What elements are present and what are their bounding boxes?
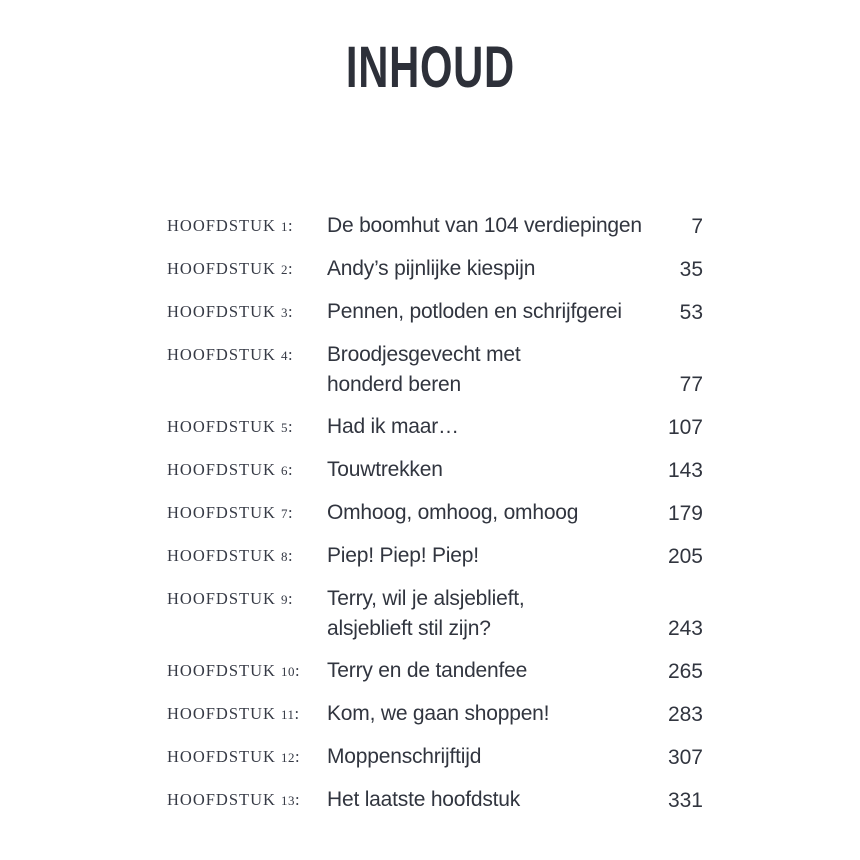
chapter-number: 4 xyxy=(280,348,288,363)
chapter-number: 10 xyxy=(280,664,295,679)
chapter-title-line: Moppenschrijftijd xyxy=(327,745,482,768)
chapter-page-number: 243 xyxy=(667,617,703,640)
chapter-label xyxy=(167,699,327,730)
chapter-number: 7 xyxy=(280,506,288,521)
chapter-title xyxy=(327,211,651,241)
chapter-word: HOOFDSTUK xyxy=(167,747,276,766)
chapter-title xyxy=(327,584,651,644)
chapter-number: 5 xyxy=(280,420,288,435)
chapter-word: HOOFDSTUK xyxy=(167,417,276,436)
chapter-number: 8 xyxy=(280,549,288,564)
toc-list xyxy=(167,211,703,828)
chapter-title-line: Omhoog, omhoog, omhoog xyxy=(327,501,579,524)
toc-entry xyxy=(167,699,703,730)
toc-entry xyxy=(167,498,703,529)
chapter-title-line: Terry en de tandenfee xyxy=(327,659,528,682)
chapter-title-line: Kom, we gaan shoppen! xyxy=(327,702,550,725)
chapter-word: HOOFDSTUK xyxy=(167,259,276,278)
chapter-page-number: 205 xyxy=(667,545,703,568)
chapter-number: 3 xyxy=(280,305,288,320)
chapter-title-line: Andy’s pijnlijke kiespijn xyxy=(327,257,536,280)
chapter-page-number: 143 xyxy=(667,459,703,482)
chapter-title-line: Had ik maar… xyxy=(327,415,459,438)
toc-entry xyxy=(167,340,703,400)
chapter-label-suffix: : xyxy=(294,790,301,809)
chapter-title-line: Broodjesgevecht met xyxy=(327,343,521,366)
chapter-word: HOOFDSTUK xyxy=(167,503,276,522)
chapter-title-line: Terry, wil je alsjeblieft, xyxy=(327,587,525,610)
chapter-word: HOOFDSTUK xyxy=(167,460,276,479)
toc-entry xyxy=(167,254,703,285)
chapter-label-suffix: : xyxy=(287,345,294,364)
chapter-title-line: Touwtrekken xyxy=(327,458,443,481)
chapter-title-line: De boomhut van 104 verdiepingen xyxy=(327,214,642,237)
chapter-page-number: 179 xyxy=(667,502,703,525)
chapter-page-number: 107 xyxy=(667,416,703,439)
chapter-word: HOOFDSTUK xyxy=(167,661,276,680)
chapter-title-line: alsjeblieft stil zijn? xyxy=(327,617,491,640)
chapter-word: HOOFDSTUK xyxy=(167,302,276,321)
toc-entry xyxy=(167,211,703,242)
chapter-label-suffix: : xyxy=(294,747,301,766)
chapter-label xyxy=(167,412,327,443)
toc-entry xyxy=(167,455,703,486)
chapter-word: HOOFDSTUK xyxy=(167,790,276,809)
chapter-title xyxy=(327,297,651,327)
chapter-label xyxy=(167,211,327,242)
chapter-label-suffix: : xyxy=(294,704,301,723)
chapter-label xyxy=(167,656,327,687)
chapter-label xyxy=(167,785,327,816)
chapter-title-line: Piep! Piep! Piep! xyxy=(327,544,479,567)
chapter-title xyxy=(327,455,651,485)
chapter-title xyxy=(327,656,651,686)
chapter-number: 13 xyxy=(280,793,295,808)
chapter-title xyxy=(327,541,651,571)
chapter-title xyxy=(327,254,651,284)
toc-entry xyxy=(167,584,703,644)
chapter-title-line: Het laatste hoofdstuk xyxy=(327,788,521,811)
toc-entry xyxy=(167,656,703,687)
chapter-label-suffix: : xyxy=(287,589,294,608)
chapter-label-suffix: : xyxy=(287,302,294,321)
chapter-title xyxy=(327,412,651,442)
chapter-title-line: honderd beren xyxy=(327,373,462,396)
chapter-number: 11 xyxy=(280,707,295,722)
toc-entry xyxy=(167,785,703,816)
chapter-label-suffix: : xyxy=(287,259,294,278)
chapter-title xyxy=(327,785,651,815)
chapter-title xyxy=(327,498,651,528)
chapter-label xyxy=(167,498,327,529)
chapter-label-suffix: : xyxy=(287,460,294,479)
chapter-label-suffix: : xyxy=(287,216,294,235)
chapter-word: HOOFDSTUK xyxy=(167,345,276,364)
chapter-word: HOOFDSTUK xyxy=(167,589,276,608)
page-title-text: INHOUD xyxy=(345,35,515,100)
chapter-number: 9 xyxy=(280,592,288,607)
chapter-page-number: 7 xyxy=(691,215,703,238)
chapter-label xyxy=(167,455,327,486)
chapter-title xyxy=(327,742,651,772)
chapter-title-line: Pennen, potloden en schrijfgerei xyxy=(327,300,622,323)
chapter-page-number: 307 xyxy=(667,746,703,769)
chapter-label-suffix: : xyxy=(287,503,294,522)
chapter-title xyxy=(327,699,651,729)
toc-entry xyxy=(167,297,703,328)
chapter-page-number: 331 xyxy=(667,789,703,812)
chapter-label xyxy=(167,254,327,285)
page-title xyxy=(0,36,860,100)
chapter-page-number: 283 xyxy=(667,703,703,726)
chapter-label xyxy=(167,340,327,371)
chapter-label-suffix: : xyxy=(287,417,294,436)
chapter-label xyxy=(167,541,327,572)
chapter-page-number: 53 xyxy=(679,301,703,324)
chapter-label xyxy=(167,584,327,615)
chapter-word: HOOFDSTUK xyxy=(167,704,276,723)
toc-entry xyxy=(167,412,703,443)
chapter-page-number: 77 xyxy=(679,373,703,396)
chapter-label-suffix: : xyxy=(287,546,294,565)
chapter-number: 1 xyxy=(280,219,288,234)
chapter-page-number: 35 xyxy=(679,258,703,281)
chapter-word: HOOFDSTUK xyxy=(167,216,276,235)
chapter-number: 6 xyxy=(280,463,288,478)
chapter-page-number: 265 xyxy=(667,660,703,683)
chapter-label xyxy=(167,742,327,773)
chapter-number: 12 xyxy=(280,750,295,765)
chapter-number: 2 xyxy=(280,262,288,277)
chapter-label-suffix: : xyxy=(294,661,301,680)
toc-entry xyxy=(167,541,703,572)
toc-entry xyxy=(167,742,703,773)
chapter-word: HOOFDSTUK xyxy=(167,546,276,565)
chapter-title xyxy=(327,340,651,400)
chapter-label xyxy=(167,297,327,328)
